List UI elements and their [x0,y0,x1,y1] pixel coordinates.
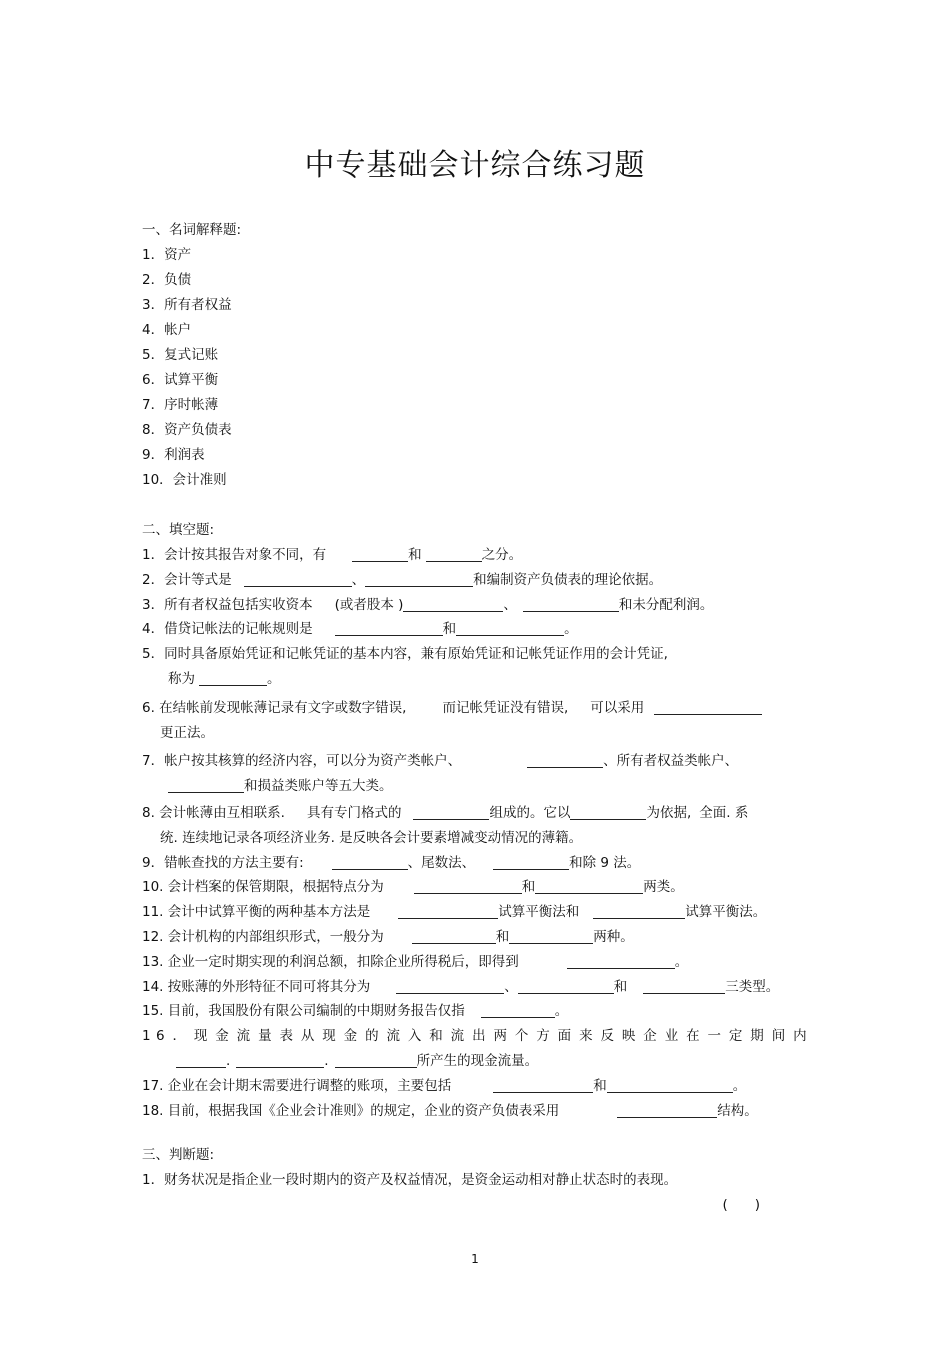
page-number: 1 [471,1252,479,1266]
answer-blank[interactable] [412,928,496,944]
list-item: 3．所有者权益 [142,297,232,313]
answer-blank[interactable] [332,854,408,870]
question-row: 14. 按账薄的外形特征不同可将其分为 、 和 三类型。 [142,978,780,995]
answer-blank[interactable] [352,546,408,562]
answer-blank[interactable] [414,878,522,894]
question-row: 9．错帐查找的方法主要有: 、尾数法、 和除 9 法。 [142,854,641,871]
answer-blank[interactable] [493,854,569,870]
answer-blank[interactable] [567,953,675,969]
answer-blank[interactable] [523,596,619,612]
question-row: 17. 企业在会计期末需要进行调整的账项，主要包括 和 。 [142,1077,747,1094]
question-row: 15. 目前，我国股份有限公司编制的中期财务报告仅指 。 [142,1003,569,1020]
answer-blank[interactable] [403,596,503,612]
answer-blank[interactable] [426,546,482,562]
list-item: 7．序时帐薄 [142,397,219,413]
answer-blank[interactable] [335,620,443,636]
question-row-continued: 称为 。 [168,670,281,687]
question-row: 6. 在结帐前发现帐薄记录有文字或数字错误, 而记帐凭证没有错误, 可以采用 [142,696,812,721]
list-item: 10．会计准则 [142,472,227,488]
question-row: 3．所有者权益包括实收资本 (或者股本 ) 、 和未分配利润。 [142,596,714,613]
list-item: 6．试算平衡 [142,372,219,388]
answer-blank[interactable] [244,571,352,587]
answer-blank[interactable] [493,1077,593,1093]
answer-blank[interactable] [607,1077,733,1093]
page-title: 中专基础会计综合练习题 [304,148,646,183]
section-heading-fill-blank: 二、填空题: [142,522,215,538]
answer-blank[interactable] [518,978,614,994]
list-item: 1．资产 [142,247,192,263]
question-row: 12. 会计机构的内部组织形式，一般分为 和 两种。 [142,928,634,945]
list-item: 2．负债 [142,272,192,288]
answer-blank[interactable] [456,620,564,636]
answer-blank[interactable] [176,1052,226,1068]
question-row: 13. 企业一定时期实现的利润总额，扣除企业所得税后，即得到 。 [142,953,689,970]
section-heading-true-false: 三、判断题: [142,1147,215,1164]
answer-blank[interactable] [396,978,504,994]
question-row-continued: . . 所产生的现金流量。 [142,1049,812,1074]
answer-blank[interactable] [481,1002,555,1018]
question-row: 11. 会计中试算平衡的两种基本方法是 试算平衡法和 试算平衡法。 [142,904,767,921]
list-item: 5．复式记账 [142,347,219,363]
question-row-continued: 更正法。 [160,724,214,741]
section-heading-terms: 一、名词解释题: [142,222,242,238]
answer-blank[interactable] [509,928,593,944]
question-row: 5．同时具备原始凭证和记帐凭证的基本内容，兼有原始凭证和记帐凭证作用的会计凭证, [142,646,668,663]
question-row: 8. 会计帐薄由互相联系. 具有专门格式的 组成的。它以 为依据, 全面. 系 [142,804,749,821]
question-row: 2．会计等式是 、 和编制资产负债表的理论依据。 [142,571,663,588]
question-row: 1．会计按其报告对象不同，有 和 之分。 [142,547,523,563]
answer-parentheses[interactable]: ( ) [722,1197,760,1214]
question-row: 7．帐户按其核算的经济内容，可以分为资产类帐户、 、所有者权益类帐户、 [142,753,739,770]
answer-blank[interactable] [617,1102,717,1118]
answer-blank[interactable] [535,878,643,894]
question-row: 18. 目前，根据我国《企业会计准则》的规定，企业的资产负债表采用 结构。 [142,1102,758,1119]
answer-blank[interactable] [413,804,489,820]
answer-blank[interactable] [365,571,473,587]
document-body [142,218,812,1218]
answer-blank[interactable] [654,699,762,715]
question-row: 4．借贷记帐法的记帐规则是 和 。 [142,621,578,638]
answer-blank[interactable] [570,804,646,820]
list-item: 4．帐户 [142,322,192,338]
list-item: 8．资产负债表 [142,422,232,438]
answer-blank[interactable] [527,752,603,768]
answer-blank[interactable] [593,903,685,919]
answer-blank[interactable] [199,670,267,686]
question-row: 10. 会计档案的保管期限，根据特点分为 和 两类。 [142,879,684,896]
question-row: 1．财务状况是指企业一段时期内的资产及权益情况，是资金运动相对静止状态时的表现。 [142,1172,678,1189]
answer-blank[interactable] [236,1052,324,1068]
answer-blank[interactable] [168,777,244,793]
answer-blank[interactable] [335,1052,417,1068]
list-item: 9．利润表 [142,447,205,463]
question-row-continued: 和损益类账户等五大类。 [142,774,812,799]
answer-blank[interactable] [398,903,498,919]
answer-blank[interactable] [643,978,725,994]
question-row: 16．现金流量表从现金的流入和流出两个方面来反映企业在一定期间内 [142,1028,812,1045]
question-row-continued: 统. 连续地记录各项经济业务. 是反映各会计要素增减变动情况的薄籍。 [160,829,583,846]
